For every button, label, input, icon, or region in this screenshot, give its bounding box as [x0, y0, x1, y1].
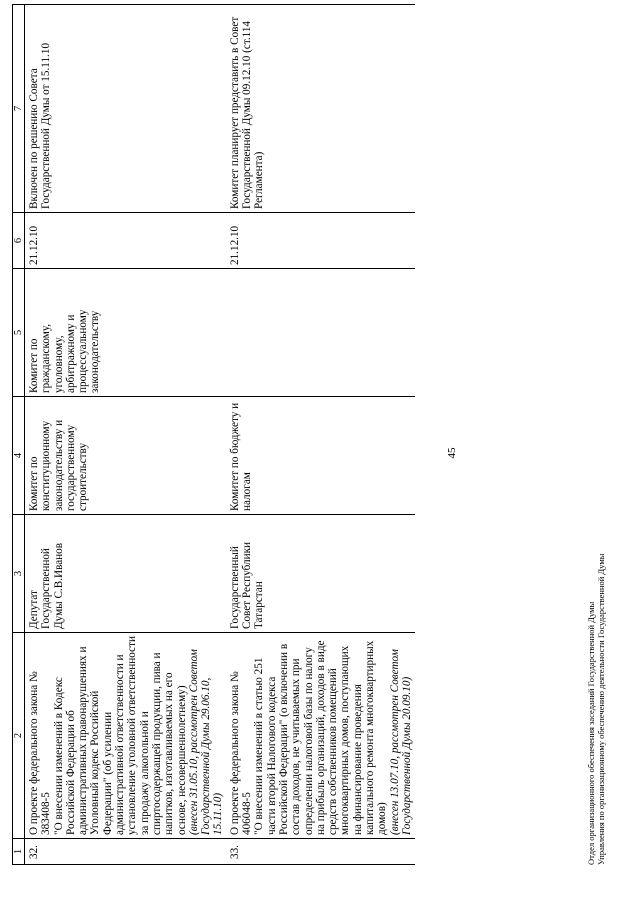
- bill-author: Государственный Совет Республики Татарстан: [227, 515, 415, 633]
- bill-author: Депутат Государственной Думы С.В.Иванов: [25, 515, 227, 633]
- co-committee: [227, 269, 415, 397]
- bill-note: (внесен 31.05.10, рассмотрен Советом Государственной Думы 29.06.10, 15.11.10): [187, 649, 225, 835]
- column-header: 3: [13, 515, 25, 633]
- column-header: 7: [13, 5, 25, 213]
- bill-description: [227, 633, 415, 839]
- bill-title: О проекте федерального закона № 406048-5: [228, 671, 254, 835]
- table-row: [227, 5, 415, 865]
- bill-status: Комитет планирует представить в Совет Государственной Думы 09.12.10 (ст.114 Регламента): [227, 5, 415, 213]
- table-row: [25, 5, 227, 865]
- footer-line: Отдел организационного обеспечения заседаний Государственной Думы: [586, 601, 596, 865]
- responsible-committee: Комитет по бюджету и налогам: [227, 397, 415, 515]
- column-header: 2: [13, 633, 25, 839]
- bill-body: "О внесении изменений в статью 251 части второй Налогового кодекса Российской Федерации" (о включении в состав доходов, не учитываемых при определении налоговой базы по налогу на прибыль организаций, доходов в виде средств собственников помещений многоквартирных домов, поступающих на финансирование проведения капитального ремонта многоквартирных домов): [253, 640, 389, 835]
- page-number: 45: [446, 447, 458, 459]
- bill-title: О проекте федерального закона № 383408-5: [28, 671, 53, 835]
- column-header: 5: [13, 269, 25, 397]
- footer: [586, 554, 606, 865]
- legislation-table: [12, 4, 415, 865]
- review-date: 21.12.10: [25, 213, 227, 269]
- bill-status: Включен по решению Совета Государственной Думы от 15.11.10: [25, 5, 227, 213]
- footer-line: Управления по организационному обеспечению деятельности Государственной Думы: [596, 553, 606, 865]
- row-number: 32.: [25, 839, 227, 865]
- review-date: 21.12.10: [227, 213, 415, 269]
- row-number: 33.: [227, 839, 415, 865]
- bill-body: "О внесении изменений в Кодекс Российской Федерации об административных правонарушениях и Уголовный кодекс Российской Федерации" (об усилении административной ответственности и установление уголовной ответственности за продажу алкогольной и спиртосодержащей продукции, пива и напитков, изготавливаемых на его основе, несовершеннолетнему): [52, 636, 188, 835]
- table-header-row: [13, 5, 25, 865]
- responsible-committee: Комитет по конституционному законодательству и государственному строительству: [25, 397, 227, 515]
- column-header: 6: [13, 213, 25, 269]
- column-header: 1: [13, 839, 25, 865]
- co-committee: Комитет по гражданскому, уголовному, арбитражному и процессуальному законодательству: [25, 269, 227, 397]
- column-header: 4: [13, 397, 25, 515]
- bill-description: [25, 633, 227, 839]
- bill-note: (внесен 13.07.10, рассмотрен Советом Государственной Думы 20.09.10): [388, 649, 413, 835]
